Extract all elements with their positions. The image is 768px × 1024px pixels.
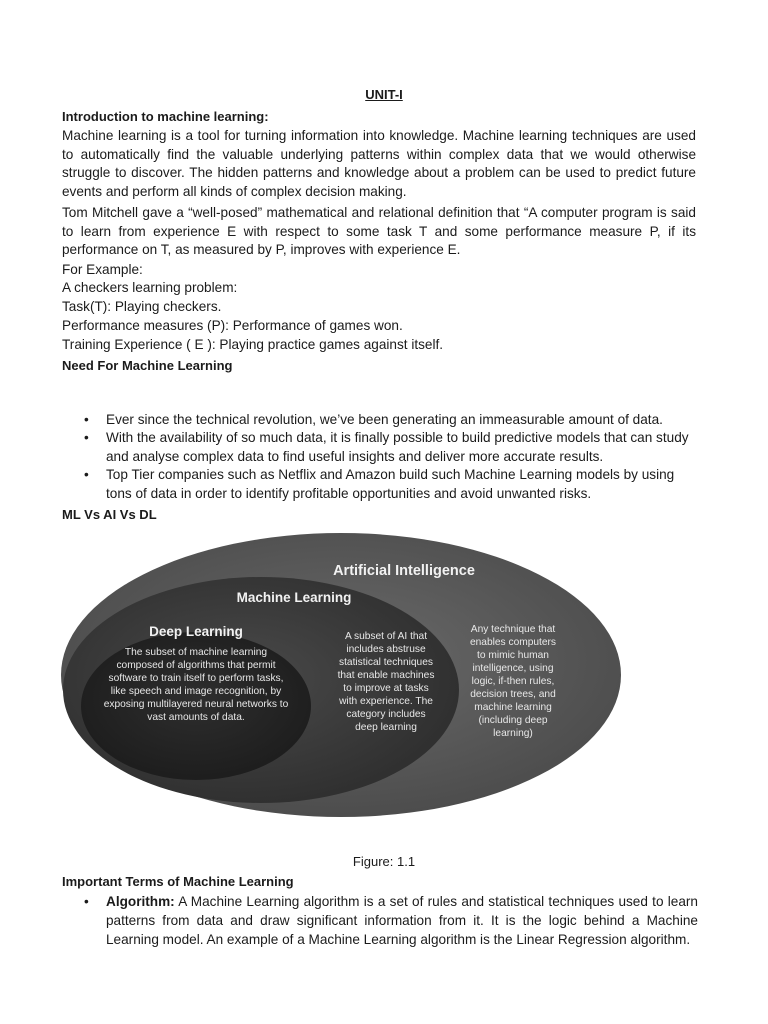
ai-desc-line: learning): [493, 728, 533, 739]
comparison-heading: ML Vs AI Vs DL: [62, 507, 157, 522]
dl-desc-line: exposing multilayered neural networks to: [103, 699, 289, 710]
intro-paragraph-2: Tom Mitchell gave a “well-posed” mathematical and relational definition that “A computer program is said to learn from experience E with respect to some task T and some performance measure P, if its performance on T, as measured by P, improves with experience E.: [62, 205, 696, 258]
list-item: [84, 466, 698, 503]
ml-desc-line: A subset of AI that: [344, 631, 428, 642]
ml-desc-line: deep learning: [355, 722, 417, 733]
dl-desc-line: software to train itself to perform tasks,: [108, 673, 284, 684]
unit-title: UNIT-I: [365, 87, 403, 102]
example-line: Training Experience ( E ): Playing practice games against itself.: [62, 337, 444, 352]
ai-desc-line: decision trees, and: [470, 689, 556, 700]
ml-title: Machine Learning: [236, 590, 352, 605]
example-line: A checkers learning problem:: [62, 280, 238, 295]
dl-desc-line: vast amounts of data.: [147, 712, 245, 723]
intro-paragraph-1: Machine learning is a tool for turning information into knowledge. Machine learning techniques are used to automatically find the valuable underlying patterns within complex data that we would otherwise struggle to discover. The hidden patterns and knowledge about a problem can be used to predict future events and perform all kinds of complex decision making.: [62, 128, 696, 199]
term-label: Algorithm:: [106, 894, 175, 909]
ai-desc-line: enables computers: [469, 637, 557, 648]
bullet-text: Top Tier companies such as Netflix and Amazon build such Machine Learning models by using tons of data in order to identify profitable opportunities and avoid unwanted risks.: [106, 467, 675, 501]
ai-desc-line: logic, if-then rules,: [471, 676, 555, 687]
ml-desc-line: includes abstruse: [346, 644, 426, 655]
example-line: Task(T): Playing checkers.: [62, 299, 222, 314]
ai-desc-line: intelligence, using: [472, 663, 554, 674]
bullet-icon: •: [84, 412, 89, 427]
list-item: [84, 892, 698, 950]
dl-desc-line: The subset of machine learning: [124, 647, 268, 658]
bullet-icon: •: [84, 467, 89, 483]
dl-desc-line: composed of algorithms that permit: [116, 660, 276, 671]
ai-desc-line: machine learning: [474, 702, 552, 713]
list-item: [84, 429, 698, 466]
ai-ml-dl-venn-diagram: [56, 530, 626, 820]
terms-list: [84, 892, 698, 950]
terms-heading: Important Terms of Machine Learning: [62, 874, 294, 889]
example-line: Performance measures (P): Performance of games won.: [62, 318, 403, 333]
ml-desc-line: statistical techniques: [338, 657, 434, 668]
ai-desc-line: Any technique that: [470, 624, 556, 635]
ml-desc-line: that enable machines: [337, 670, 435, 681]
need-heading: Need For Machine Learning: [62, 358, 233, 373]
ai-title: Artificial Intelligence: [333, 563, 475, 579]
bullet-icon: •: [84, 894, 89, 909]
bullet-icon: •: [84, 430, 89, 446]
bullet-text: With the availability of so much data, it is finally possible to build predictive models that can study and analyse complex data to find useful insights and deliver more accurate results.: [106, 430, 689, 464]
list-item: [84, 411, 698, 429]
ml-desc-line: with experience. The: [339, 696, 433, 707]
dl-title: Deep Learning: [149, 624, 243, 639]
bullet-text: Ever since the technical revolution, we’ve been generating an immeasurable amount of data.: [106, 412, 663, 427]
figure-caption: Figure: 1.1: [352, 854, 416, 869]
ai-description: [470, 624, 556, 739]
ai-desc-line: to mimic human: [477, 650, 549, 661]
intro-heading: Introduction to machine learning:: [62, 109, 269, 124]
need-bullet-list: [84, 411, 698, 503]
ml-desc-line: to improve at tasks: [343, 683, 429, 694]
term-definition: A Machine Learning algorithm is a set of rules and statistical techniques used to learn patterns from data and draw significant information from it. It is the logic behind a Machine Learning model. An example of a Machine Learning algorithm is the Linear Regression algorithm.: [106, 894, 698, 948]
dl-desc-line: like speech and image recognition, by: [110, 686, 282, 697]
example-label: For Example:: [62, 262, 143, 277]
ml-desc-line: category includes: [346, 709, 426, 720]
ai-desc-line: (including deep: [478, 715, 548, 726]
